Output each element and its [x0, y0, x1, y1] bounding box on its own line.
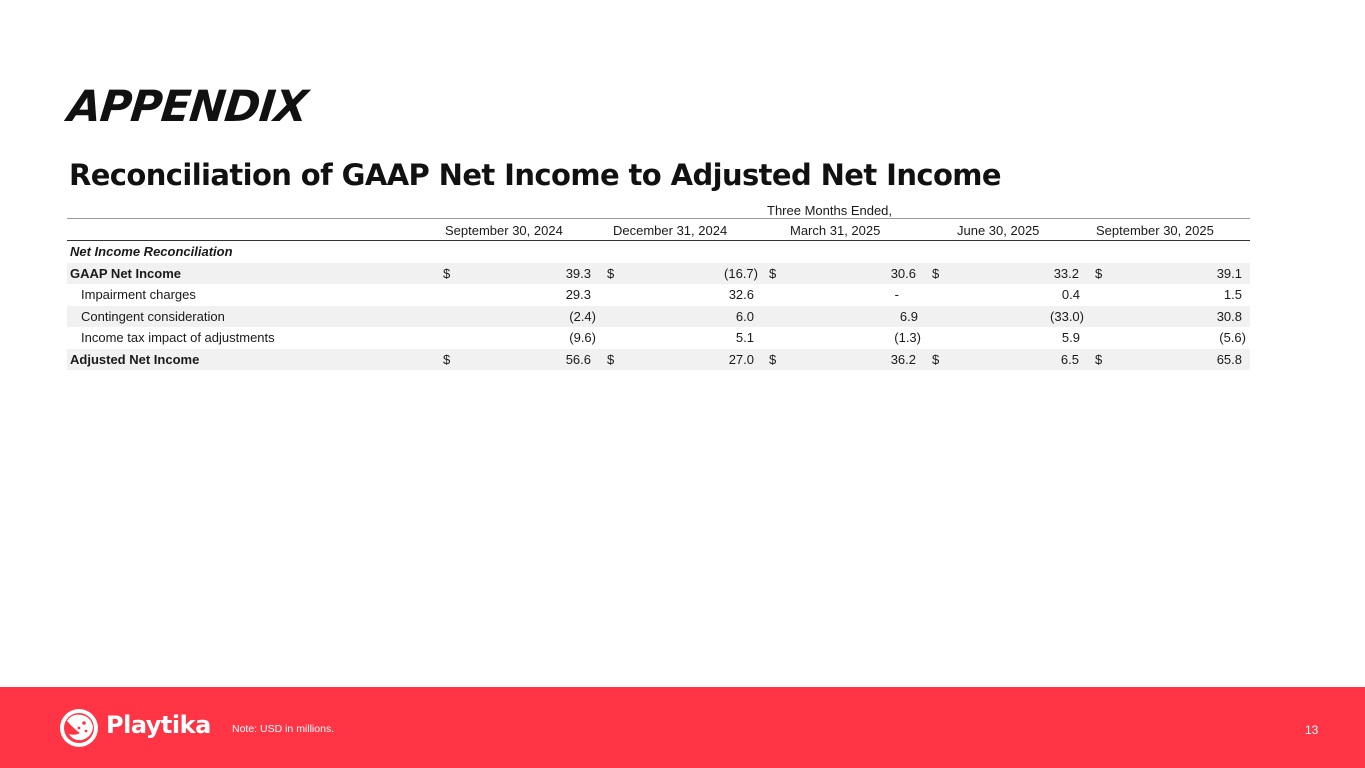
table-cell: 27.0	[728, 351, 754, 367]
table-cell: 29.3	[565, 287, 591, 302]
column-header: December 31, 2024	[613, 223, 728, 238]
table-row	[67, 327, 1250, 349]
table-cell: 36.2	[890, 351, 916, 367]
table-row	[67, 306, 1250, 328]
column-header: September 30, 2025	[1096, 223, 1214, 238]
table-cell: 5.9	[1061, 330, 1080, 345]
currency-symbol: $	[932, 351, 940, 367]
table-cell: (16.7)	[724, 265, 758, 281]
table-cell: -	[894, 287, 899, 302]
table-row	[67, 349, 1250, 371]
cheetah-icon	[58, 707, 102, 749]
column-header: September 30, 2024	[445, 223, 563, 238]
footer-bar	[0, 687, 1365, 768]
table-cell: 56.6	[565, 351, 591, 367]
row-label: Adjusted Net Income	[70, 351, 200, 367]
table-cell: (5.6)	[1219, 330, 1246, 345]
table-cell: 6.0	[735, 308, 754, 324]
table-cell: (2.4)	[569, 308, 596, 324]
row-label: Contingent consideration	[81, 308, 225, 324]
table-cell: 6.9	[899, 308, 918, 324]
table-cell: 0.4	[1061, 287, 1080, 302]
table-cell: 39.3	[565, 265, 591, 281]
table-cell: 1.5	[1223, 287, 1242, 302]
section-label: Net Income Reconciliation	[70, 244, 233, 259]
table-cell: 33.2	[1053, 265, 1079, 281]
table-cell: 32.6	[728, 287, 754, 302]
footnote: Note: USD in millions.	[232, 723, 335, 735]
period-header	[67, 202, 1250, 219]
table-row	[67, 284, 1250, 306]
column-header: June 30, 2025	[957, 223, 1040, 238]
table-body	[67, 241, 1250, 370]
table-cell: 39.1	[1216, 265, 1242, 281]
currency-symbol: $	[769, 351, 777, 367]
currency-symbol: $	[443, 265, 451, 281]
currency-symbol: $	[1095, 265, 1103, 281]
page-subtitle: Reconciliation of GAAP Net Income to Adjusted Net Income	[69, 158, 1001, 192]
currency-symbol: $	[1095, 351, 1103, 367]
table-cell: 6.5	[1060, 351, 1079, 367]
table-cell: (1.3)	[894, 330, 921, 345]
section-title: APPENDIX	[65, 82, 310, 132]
currency-symbol: $	[607, 265, 615, 281]
column-header: March 31, 2025	[790, 223, 881, 238]
currency-symbol: $	[769, 265, 777, 281]
section-row	[67, 241, 1250, 263]
table-cell: 65.8	[1216, 351, 1242, 367]
currency-symbol: $	[607, 351, 615, 367]
period-label: Three Months Ended,	[767, 203, 893, 218]
playtika-logo	[58, 707, 218, 749]
table-cell: 30.8	[1216, 308, 1242, 324]
column-header-row	[67, 219, 1250, 241]
brand-name: Playtika	[106, 711, 211, 739]
row-label: GAAP Net Income	[70, 265, 182, 281]
row-label: Impairment charges	[81, 287, 196, 302]
table-cell: 30.6	[890, 265, 916, 281]
table-row	[67, 263, 1250, 285]
currency-symbol: $	[443, 351, 451, 367]
row-label: Income tax impact of adjustments	[81, 330, 275, 345]
table-cell: (33.0)	[1050, 308, 1084, 324]
table-cell: (9.6)	[569, 330, 596, 345]
table-cell: 5.1	[735, 330, 754, 345]
currency-symbol: $	[932, 265, 940, 281]
page-number: 13	[1305, 723, 1319, 737]
